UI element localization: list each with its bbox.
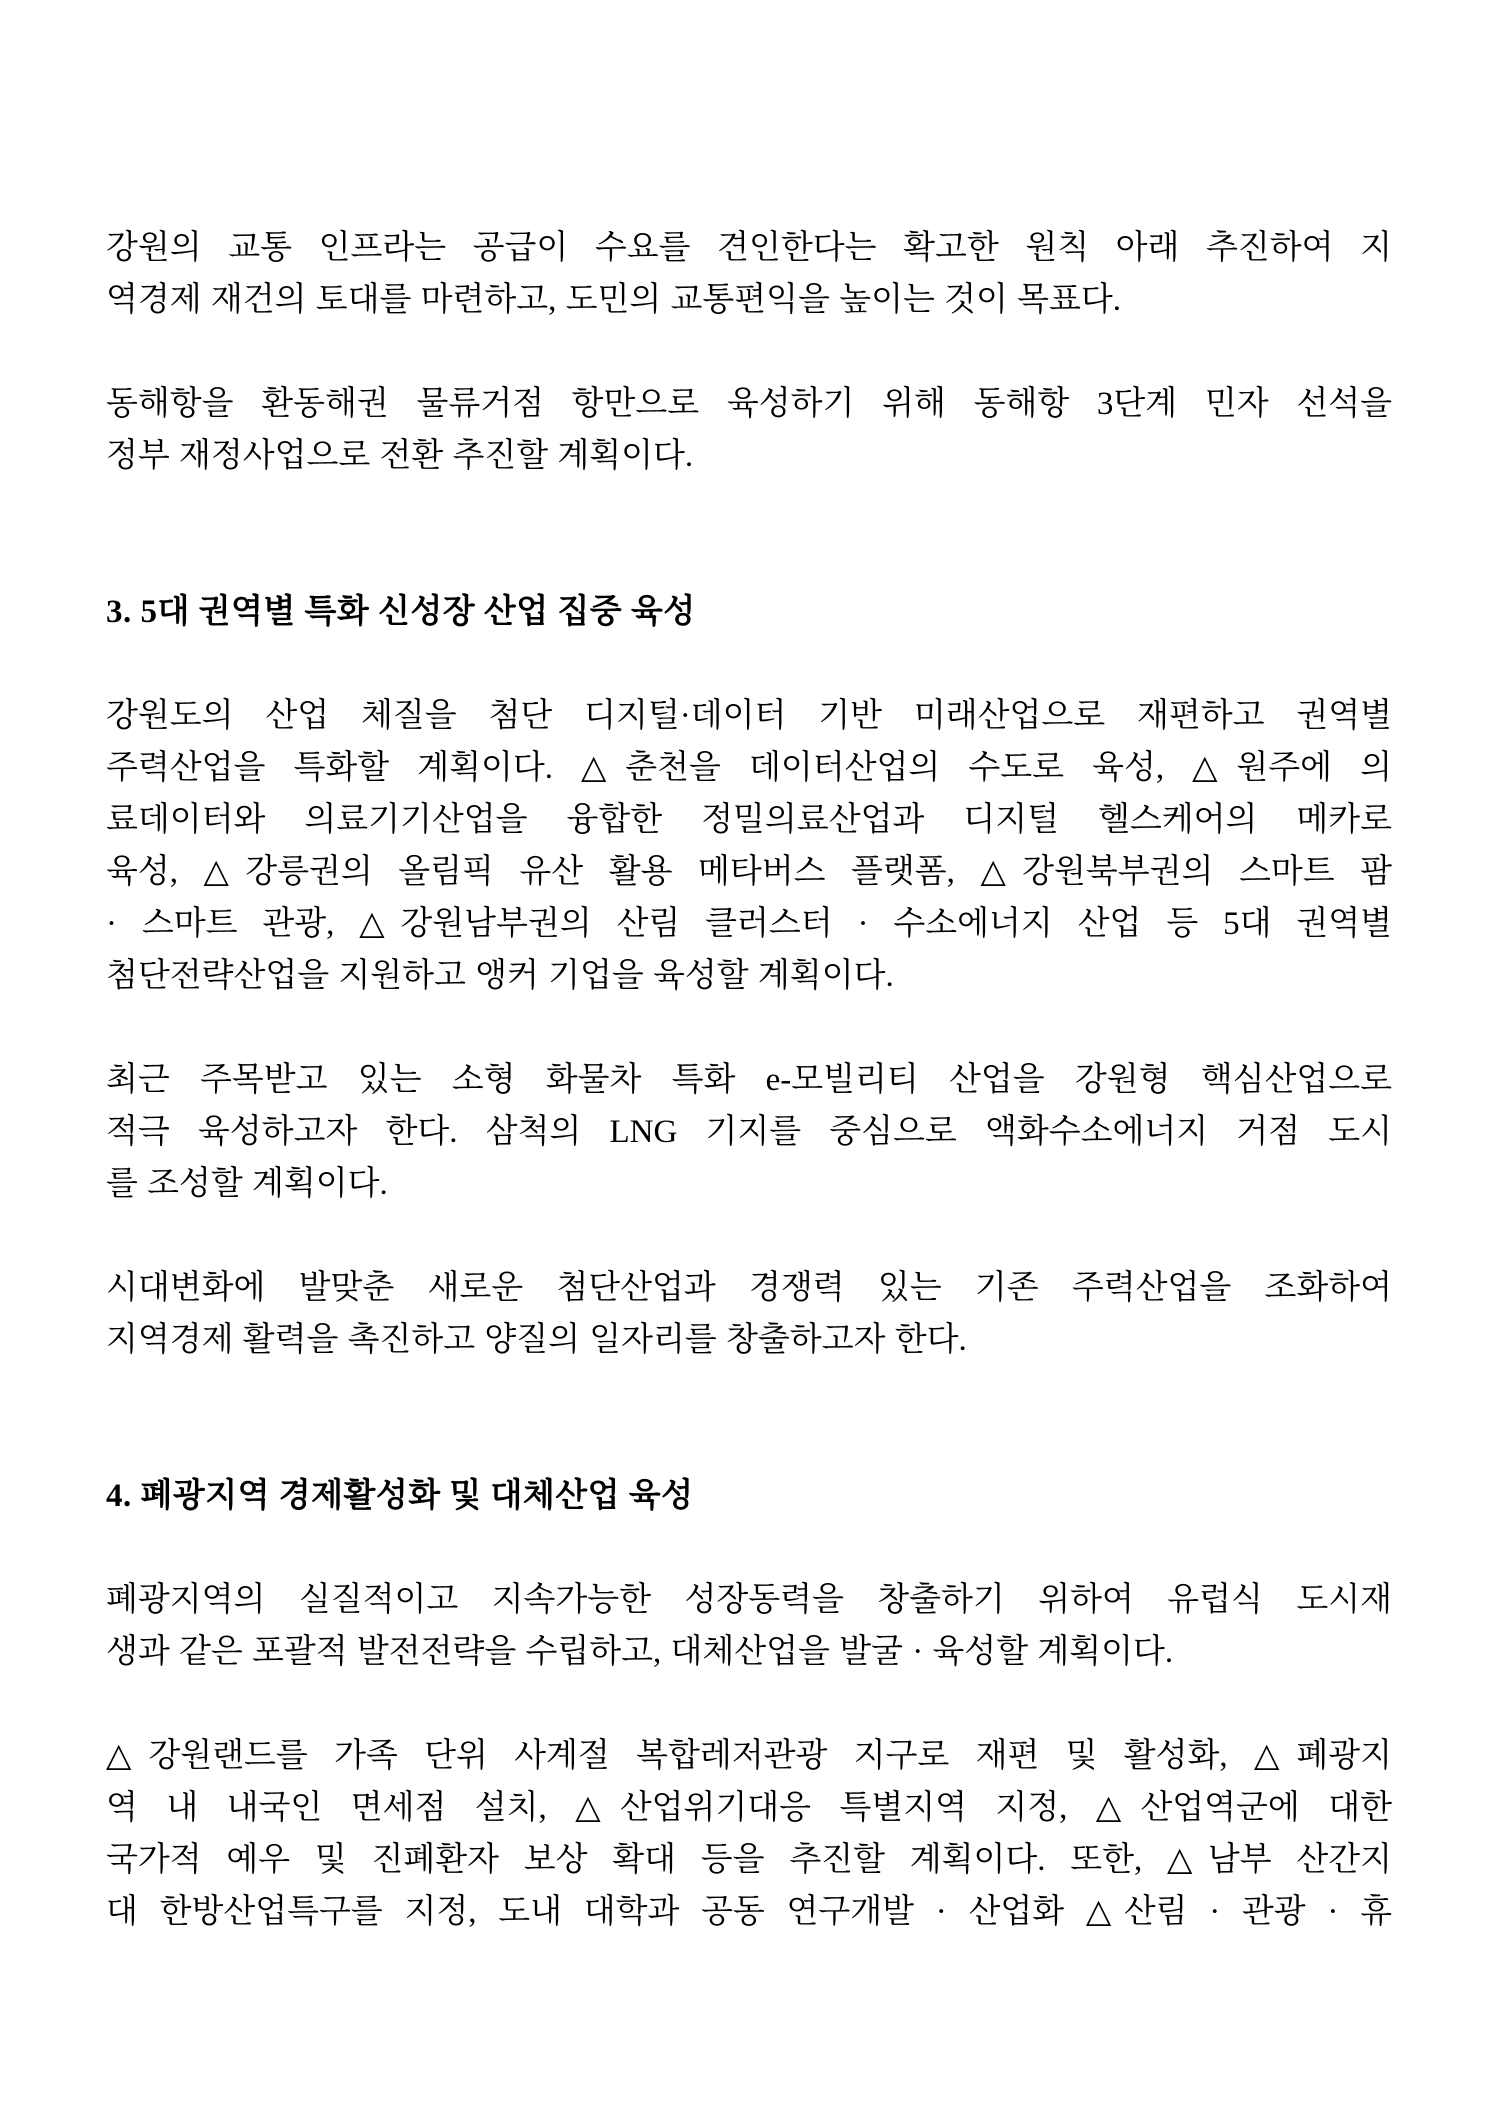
text-line: · 스마트 관광, △강원남부권의 산림 클러스터 · 수소에너지 산업 등 5대 권역별 xyxy=(106,906,1392,942)
body-paragraph xyxy=(106,222,1392,326)
text-line: 정부 재정사업으로 전환 추진할 계획이다. xyxy=(106,438,694,474)
text-line: 역 내 내국인 면세점 설치, △산업위기대응 특별지역 지정, △산업역군에 대한 xyxy=(106,1790,1392,1826)
text-line: 료데이터와 의료기기산업을 융합한 정밀의료산업과 디지털 헬스케어의 메카로 xyxy=(106,802,1392,838)
section-heading: 3. 5대 권역별 특화 신성장 산업 집중 육성 xyxy=(106,594,696,630)
body-paragraph xyxy=(106,378,1392,482)
text-line: 적극 육성하고자 한다. 삼척의 LNG 기지를 중심으로 액화수소에너지 거점 도시 xyxy=(106,1114,1392,1150)
text-line: 시대변화에 발맞춘 새로운 첨단산업과 경쟁력 있는 기존 주력산업을 조화하여 xyxy=(106,1270,1392,1306)
text-line: 강원도의 산업 체질을 첨단 디지털·데이터 기반 미래산업으로 재편하고 권역별 xyxy=(106,698,1392,734)
text-line: 생과 같은 포괄적 발전전략을 수립하고, 대체산업을 발굴 · 육성할 계획이다. xyxy=(106,1634,1174,1670)
text-line: 첨단전략산업을 지원하고 앵커 기업을 육성할 계획이다. xyxy=(106,958,894,994)
body-paragraph xyxy=(106,1054,1392,1210)
body-paragraph xyxy=(106,1730,1392,1938)
text-line: 주력산업을 특화할 계획이다. △춘천을 데이터산업의 수도로 육성, △원주에 의 xyxy=(106,750,1392,786)
text-line: 역경제 재건의 토대를 마련하고, 도민의 교통편익을 높이는 것이 목표다. xyxy=(106,282,1121,318)
text-line: 국가적 예우 및 진폐환자 보상 확대 등을 추진할 계획이다. 또한, △남부 산간지 xyxy=(106,1842,1392,1878)
section-heading: 4. 폐광지역 경제활성화 및 대체산업 육성 xyxy=(106,1478,694,1514)
body-paragraph xyxy=(106,1262,1392,1366)
text-line: 최근 주목받고 있는 소형 화물차 특화 e-모빌리티 산업을 강원형 핵심산업으로 xyxy=(106,1062,1392,1098)
text-line: △강원랜드를 가족 단위 사계절 복합레저관광 지구로 재편 및 활성화, △폐광지 xyxy=(106,1738,1392,1774)
text-line: 폐광지역의 실질적이고 지속가능한 성장동력을 창출하기 위하여 유럽식 도시재 xyxy=(106,1582,1392,1618)
body-paragraph xyxy=(106,690,1392,1002)
document-content xyxy=(106,222,1392,1938)
text-line: 지역경제 활력을 촉진하고 양질의 일자리를 창출하고자 한다. xyxy=(106,1322,967,1358)
text-line: 강원의 교통 인프라는 공급이 수요를 견인한다는 확고한 원칙 아래 추진하여 지 xyxy=(106,230,1392,266)
text-line: 육성, △강릉권의 올림픽 유산 활용 메타버스 플랫폼, △강원북부권의 스마트 팜 xyxy=(106,854,1392,890)
text-line: 동해항을 환동해권 물류거점 항만으로 육성하기 위해 동해항 3단계 민자 선석을 xyxy=(106,386,1392,422)
text-line: 를 조성할 계획이다. xyxy=(106,1166,388,1202)
text-line: 대 한방산업특구를 지정, 도내 대학과 공동 연구개발 · 산업화 △산림 · 관광 · 휴 xyxy=(106,1894,1392,1930)
body-paragraph xyxy=(106,1574,1392,1678)
